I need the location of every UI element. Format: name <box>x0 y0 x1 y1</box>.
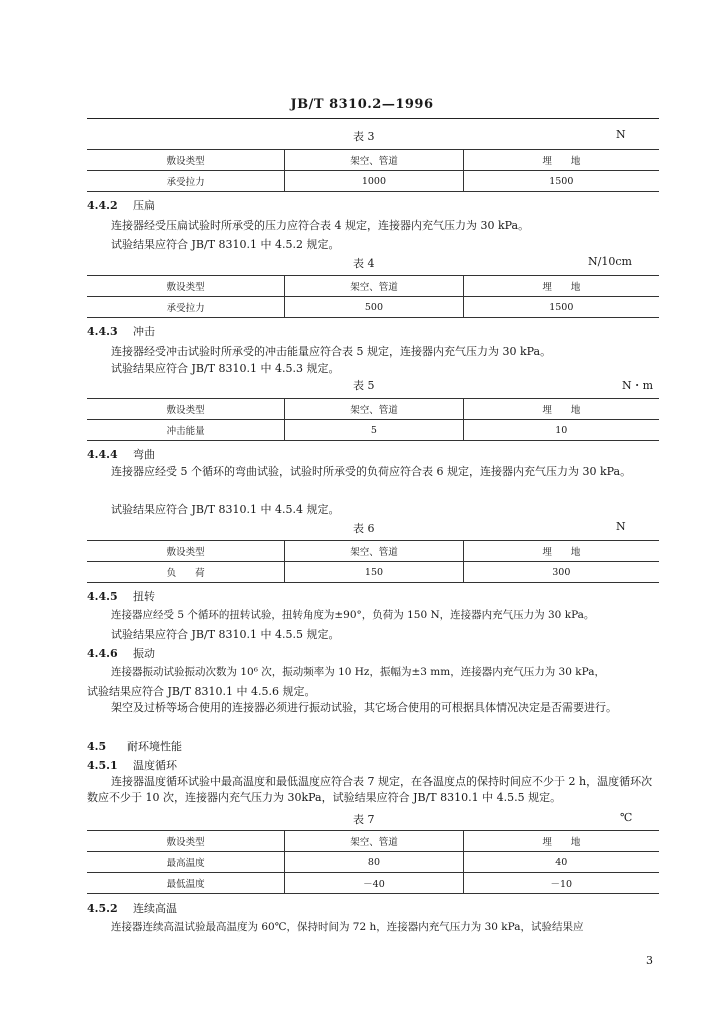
table-header-cell: 埋 地 <box>463 150 659 171</box>
section-number: 4.5.1 <box>87 759 118 772</box>
table-cell: 300 <box>463 562 659 583</box>
table-cell: 40 <box>463 852 659 873</box>
paragraph: 连接器应经受 5 个循环的扭转试验，扭转角度为±90°，负荷为 150 N，连接器内充气压力为 30 kPa。 <box>111 609 595 621</box>
section-heading <box>87 645 155 661</box>
table7-unit: ℃ <box>620 811 633 824</box>
table-cell: －10 <box>463 873 659 894</box>
table-cell: 承受拉力 <box>87 297 285 318</box>
table7 <box>87 830 659 894</box>
section-heading <box>87 446 155 462</box>
table3 <box>87 149 659 192</box>
section-heading <box>87 323 155 339</box>
table-cell: 冲击能量 <box>87 420 285 441</box>
page-number: 3 <box>646 954 653 967</box>
section-number: 4.4.2 <box>87 199 118 212</box>
section-title: 振动 <box>133 647 155 660</box>
table-row <box>87 873 659 894</box>
table5-unit: N・m <box>622 379 654 392</box>
table-row <box>87 171 659 192</box>
paragraph: 试验结果应符合 JB/T 8310.1 中 4.5.6 规定。 <box>87 685 316 698</box>
table-header-cell: 敷设类型 <box>87 276 285 297</box>
section-number: 4.4.4 <box>87 448 118 461</box>
section-title: 压扁 <box>133 199 155 212</box>
table-row <box>87 852 659 873</box>
table-header-cell: 敷设类型 <box>87 399 285 420</box>
table-row <box>87 831 659 852</box>
paragraph: 连接器应经受 5 个循环的弯曲试验，试验时所承受的负荷应符合表 6 规定，连接器内充气压力为 30 kPa。 <box>111 465 632 478</box>
table-header-cell: 架空、管道 <box>285 399 463 420</box>
table-cell: 最低温度 <box>87 873 285 894</box>
table-cell: 承受拉力 <box>87 171 285 192</box>
table5 <box>87 398 659 441</box>
table-row <box>87 399 659 420</box>
table-row <box>87 297 659 318</box>
section-number: 4.5.2 <box>87 902 118 915</box>
table6-caption: 表 6 <box>353 522 375 535</box>
section-number: 4.4.6 <box>87 647 118 660</box>
table-cell: 1500 <box>463 171 659 192</box>
table-cell: 1000 <box>285 171 463 192</box>
table-header-cell: 架空、管道 <box>285 150 463 171</box>
paragraph: 架空及过桥等场合使用的连接器必须进行振动试验，其它场合使用的可根据具体情况决定是否需要进行。 <box>111 701 617 714</box>
table-row <box>87 276 659 297</box>
paragraph: 试验结果应符合 JB/T 8310.1 中 4.5.4 规定。 <box>111 503 340 516</box>
table-cell: 150 <box>285 562 463 583</box>
section-heading <box>87 738 182 754</box>
section-title: 扭转 <box>133 590 155 603</box>
table-header-cell: 架空、管道 <box>285 541 463 562</box>
section-heading <box>87 588 155 604</box>
table-header-cell: 埋 地 <box>463 276 659 297</box>
paragraph: 试验结果应符合 JB/T 8310.1 中 4.5.5 规定。 <box>111 628 340 641</box>
paragraph: 试验结果应符合 JB/T 8310.1 中 4.5.2 规定。 <box>111 238 340 251</box>
table-header-cell: 架空、管道 <box>285 831 463 852</box>
table-cell: 80 <box>285 852 463 873</box>
section-number: 4.4.3 <box>87 325 118 338</box>
table-row <box>87 541 659 562</box>
table-cell: 5 <box>285 420 463 441</box>
table-header-cell: 埋 地 <box>463 831 659 852</box>
paragraph: 连接器连续高温试验最高温度为 60℃，保持时间为 72 h，连接器内充气压力为 30 kPa，试验结果应 <box>111 921 584 933</box>
table-cell: 500 <box>285 297 463 318</box>
section-heading <box>87 757 177 773</box>
table-header-cell: 敷设类型 <box>87 541 285 562</box>
section-title: 弯曲 <box>133 448 155 461</box>
section-number: 4.5 <box>87 740 107 753</box>
section-heading <box>87 900 177 916</box>
table-cell: －40 <box>285 873 463 894</box>
section-title: 温度循环 <box>133 759 177 772</box>
section-heading <box>87 197 155 213</box>
table-header-cell: 架空、管道 <box>285 276 463 297</box>
paragraph: 试验结果应符合 JB/T 8310.1 中 4.5.3 规定。 <box>111 362 340 375</box>
table4-unit: N/10cm <box>588 255 632 268</box>
table4-caption: 表 4 <box>353 257 375 270</box>
table-header-cell: 埋 地 <box>463 399 659 420</box>
table6 <box>87 540 659 583</box>
paragraph: 连接器温度循环试验中最高温度和最低温度应符合表 7 规定，在各温度点的保持时间应不少于 2 h，温度循环次数应不少于 10 次，连接器内充气压力为 30kPa，试验结果应符合 JB/T 8310.1 中 4.5.5 规定。 <box>87 775 653 804</box>
table6-unit: N <box>616 520 626 533</box>
table-header-cell: 敷设类型 <box>87 831 285 852</box>
header-rule <box>87 118 659 119</box>
table-row <box>87 420 659 441</box>
table-header-cell: 敷设类型 <box>87 150 285 171</box>
table-cell: 1500 <box>463 297 659 318</box>
paragraph: 连接器经受冲击试验时所承受的冲击能量应符合表 5 规定，连接器内充气压力为 30 kPa。 <box>111 345 552 358</box>
table-row <box>87 562 659 583</box>
table7-caption: 表 7 <box>353 813 375 826</box>
table4 <box>87 275 659 318</box>
table-row <box>87 150 659 171</box>
table3-unit: N <box>616 128 626 141</box>
section-number: 4.4.5 <box>87 590 118 603</box>
table3-caption: 表 3 <box>353 130 375 143</box>
table5-caption: 表 5 <box>353 379 375 392</box>
section-title: 连续高温 <box>133 902 177 915</box>
section-title: 冲击 <box>133 325 155 338</box>
section-title: 耐环境性能 <box>127 740 182 753</box>
paragraph: 连接器经受压扁试验时所承受的压力应符合表 4 规定，连接器内充气压力为 30 kPa。 <box>111 219 530 232</box>
table-cell: 10 <box>463 420 659 441</box>
table-cell: 最高温度 <box>87 852 285 873</box>
table-cell: 负 荷 <box>87 562 285 583</box>
table-header-cell: 埋 地 <box>463 541 659 562</box>
paragraph: 连接器振动试验振动次数为 10⁶ 次，振动频率为 10 Hz，振幅为±3 mm，连接器内充气压力为 30 kPa， <box>111 666 605 678</box>
document-header: JB/T 8310.2—1996 <box>290 97 434 112</box>
